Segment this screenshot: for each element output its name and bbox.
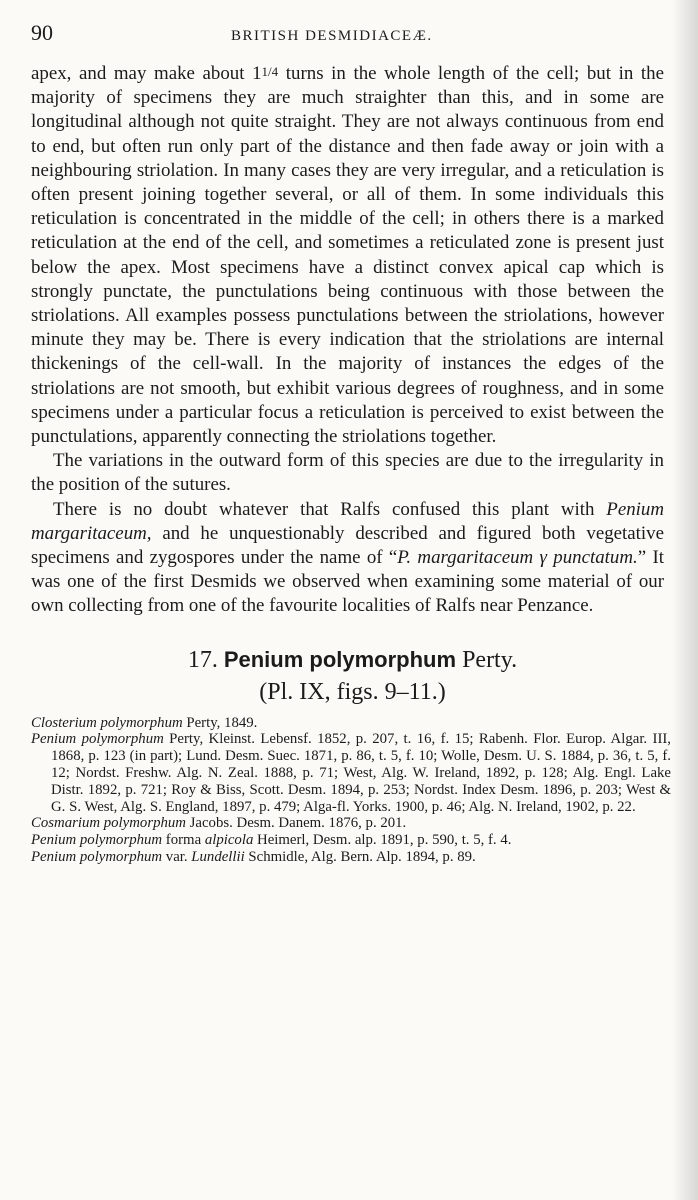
species-name: Penium polymorphum	[223, 646, 457, 672]
italic-taxon: Penium polymorphum	[31, 849, 163, 866]
plate-reference: (Pl. IX, figs. 9–11.)	[259, 678, 446, 705]
citation-text: Jacobs. Desm. Danem. 1876, p. 201.	[185, 815, 407, 832]
fraction: 1/4	[261, 64, 279, 79]
species-heading	[31, 645, 674, 675]
paragraph-text: apex, and may make about 1	[31, 63, 262, 84]
citation-text: var.	[162, 849, 192, 866]
paragraph-text: There is no doubt whatever that Ralfs confused this plant with	[53, 498, 607, 520]
paragraph-ralfs	[31, 498, 664, 619]
synonymy-list	[31, 715, 671, 866]
synonymy-entry	[31, 815, 671, 832]
italic-taxon: Penium polymorphum	[31, 731, 164, 748]
page-number: 90	[31, 20, 53, 45]
species-author: Perty.	[462, 646, 518, 673]
citation-text: Perty, Kleinst. Lebensf. 1852, p. 207, t. 16, f. 15; Rabenh. Flor. Europ. Algar. III, 1868, p. 123 (in part); Lund. Desm. Suec. 1871, p. 86, t. 5, f. 10; Wolle, Desm. U. S. 1884, p. 36, t. 5, f. 12; Nordst. Freshw. Alg. N. Zeal. 1888, p. 71; West, Alg. W. Ireland, 1892, p. 128; Alg. Engl. Lake Distr. 1892, p. 721; Roy & Biss, Scott. Desm. 1894, p. 253; Nordst. Index Desm. 1896, p. 203; West & G. S. West, Alg. S. England, 1897, p. 479; Alga-fl. Yorks. 1900, p. 46; Alg. N. Ireland, 1902, p. 22.	[51, 731, 671, 815]
synonymy-entry	[31, 715, 671, 732]
synonymy-entry	[31, 731, 671, 815]
italic-taxon: P. margaritaceum γ punctatum.	[397, 547, 638, 569]
paragraph-text: turns in the whole length of the cell; but in the majority of specimens they are much straighter than this, and in some are longitudinal although not quite straight. They are not always continuous from end to end, but often run only part of the distance and then fade away or join with a neighbouring striolation. In many cases they are very irregular, and a reticulation is often present joining together several, or all of them. In some individuals this reticulation is concentrated in the middle of the cell; in others there is a marked reticulation at the end of the cell, and sometimes a reticulated zone is present just below the apex. Most specimens have a distinct convex apical cap which is strongly punctate, the punctulations being continuous with those between the striolations. All examples possess punctulations between the striolations, however minute they may be. There is every indication that the striolations are internal thickenings of the cell-wall. In the majority of instances the edges of the striolations are not smooth, but exhibit various degrees of roughness, and in some specimens under a particular focus a reticulation is perceived to exist between the punctulations, apparently connecting the striolations together.	[31, 63, 664, 448]
italic-taxon: Closterium polymorphum	[31, 714, 183, 731]
running-title: BRITISH DESMIDIACEÆ.	[231, 28, 433, 44]
italic-taxon: Penium margaritaceum,	[31, 498, 664, 544]
citation-text: forma	[162, 832, 205, 849]
synonymy-entry	[31, 832, 671, 849]
body-text	[31, 60, 664, 619]
species-number: 17.	[187, 646, 218, 673]
citation-text: Perty, 1849.	[182, 714, 258, 731]
paragraph-striolations	[31, 60, 664, 449]
paragraph-text: and he unquestionably described and figured both vegetative specimens and zygospores under the name of “	[31, 522, 664, 569]
italic-variety: alpicola	[204, 832, 254, 849]
italic-taxon: Penium polymorphum	[31, 832, 163, 849]
synonymy-entry	[31, 849, 671, 866]
paragraph-text: ” It was one of the first Desmids we observed when examining some material of our own collecting from one of the favourite localities of Ralfs near Penzance.	[31, 547, 664, 617]
italic-taxon: Cosmarium polymorphum	[31, 815, 186, 832]
citation-text: Schmidle, Alg. Bern. Alp. 1894, p. 89.	[244, 849, 476, 866]
paragraph-variations: The variations in the outward form of this species are due to the irregularity in the position of the sutures.	[31, 450, 664, 496]
citation-text: Heimerl, Desm. alp. 1891, p. 590, t. 5, f. 4.	[253, 832, 512, 849]
italic-variety: Lundellii	[191, 849, 245, 866]
running-header	[31, 20, 674, 54]
page-edge-shadow	[672, 0, 698, 1200]
